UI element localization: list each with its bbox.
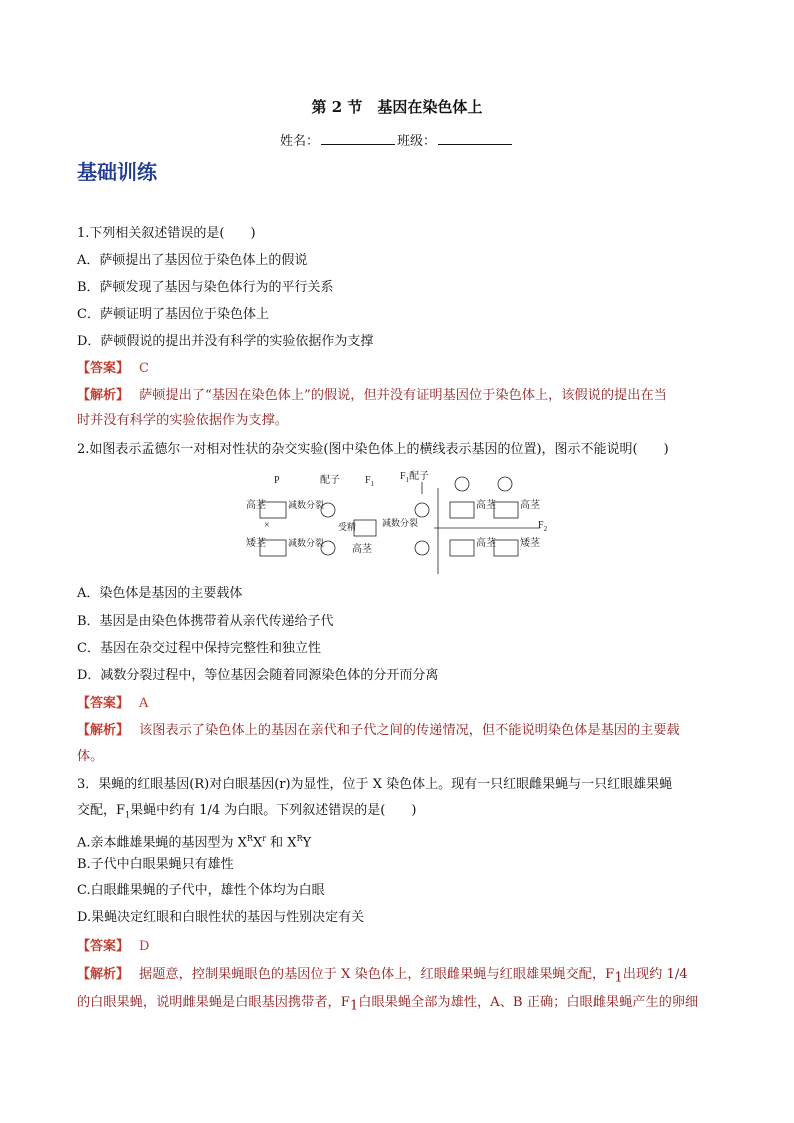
q3-option-c: C.白眼雌果蝇的子代中，雄性个体均为白眼 (77, 883, 325, 898)
class-label: 班级： (397, 134, 437, 149)
q3-stem-2: 交配，$F_1$果蝇中约有 1/4 为白眼。下列叙述错误的是( ) (77, 803, 417, 820)
q3-option-a: A.亲本雌雄果蝇的基因型为 $X^RX^r$ 和 $X^RY$ (77, 834, 312, 851)
name-blank[interactable] (321, 133, 395, 145)
q2-stem: 2.如图表示孟德尔一对相对性状的杂交实验(图中染色体上的横线表示基因的位置)，图示不能说明( ) (77, 442, 669, 457)
explanation-text: 该图表示了染色体上的基因在亲代和子代之间的传递情况，但不能说明染色体是基因的主要载 (139, 723, 680, 738)
label-f2: $F_2$ (538, 520, 548, 533)
meiosis-1: 减数分裂 (288, 500, 325, 510)
q1-answer (77, 361, 717, 377)
explanation-tag: 【解析】 (77, 967, 130, 982)
q1-option-d: D．萨顿假说的提出并没有科学的实验依据作为支撑 (77, 334, 374, 349)
label-tall-f2-1: 高茎 (476, 500, 496, 511)
q1-explanation-2: 时并没有科学的实验依据作为支撑。 (77, 413, 288, 428)
q1-explanation-1 (77, 388, 717, 404)
label-f1: $F_1$ (365, 475, 375, 488)
explanation-tag: 【解析】 (77, 723, 130, 738)
class-blank[interactable] (438, 133, 512, 145)
q1-option-b: B．萨顿发现了基因与染色体行为的平行关系 (77, 280, 334, 295)
q2-explanation-1 (77, 723, 717, 739)
q3-explanation-1: 【解析】 据题意，控制果蝇眼色的基因位于 X 染色体上，红眼雌果蝇与红眼雄果蝇交配，$F_1$出现约 1/4 (77, 967, 688, 986)
label-tall-f1: 高茎 (352, 544, 372, 555)
f2-cell-3 (450, 540, 474, 556)
label-short: 矮茎 (246, 538, 266, 549)
f2-cell-4 (494, 540, 518, 556)
q2-option-a: A．染色体是基因的主要载体 (77, 586, 243, 601)
f1-gamete-4 (498, 477, 512, 491)
label-tall-1: 高茎 (246, 500, 266, 511)
fertilization: 受精 (338, 522, 357, 532)
explanation-text: 萨顿提出了“基因在染色体上”的假说，但并没有证明基因位于染色体上，该假说的提出在当 (139, 388, 667, 403)
q1-option-c: C．萨顿证明了基因位于染色体上 (77, 307, 269, 322)
section-heading: 基础训练 (77, 160, 157, 184)
q3-explanation-2: 的白眼果蝇，说明雌果蝇是白眼基因携带者，$F_1$白眼果蝇全部为雄性，A、B 正确；白眼雌果蝇产生的卵细 (77, 995, 699, 1014)
f2-cell-2 (494, 502, 518, 518)
f1-cell (354, 520, 376, 536)
q3-stem-1: 3．果蝇的红眼基因(R)对白眼基因(r)为显性，位于 X 染色体上。现有一只红眼雌果蝇与一只红眼雄果蝇 (77, 777, 673, 792)
answer-tag: 【答案】 (77, 361, 130, 376)
q3-answer (77, 939, 717, 955)
name-label: 姓名： (279, 134, 319, 149)
explanation-tag: 【解析】 (77, 388, 130, 403)
answer-value: D (139, 939, 150, 954)
name-class-line (0, 130, 794, 149)
q2-answer (77, 696, 717, 712)
label-p: P (274, 475, 280, 486)
answer-tag: 【答案】 (77, 696, 130, 711)
f1-gamete-2 (415, 541, 429, 555)
q2-option-c: C．基因在杂交过程中保持完整性和独立性 (77, 641, 321, 656)
f1-gamete-1 (415, 503, 429, 517)
label-short-f2: 矮茎 (520, 538, 540, 549)
q2-option-d: D．减数分裂过程中，等位基因会随着同源染色体的分开而分离 (77, 668, 439, 683)
page-title: 第 2 节 基因在染色体上 (311, 98, 483, 116)
gamete-tall (321, 503, 335, 517)
answer-value: A (139, 696, 149, 711)
q3-option-b: B.子代中白眼果蝇只有雄性 (77, 857, 234, 872)
answer-value: C (139, 361, 149, 376)
answer-tag: 【答案】 (77, 939, 130, 954)
label-gamete: 配子 (320, 475, 340, 486)
label-tall-f2-3: 高茎 (476, 538, 496, 549)
meiosis-3: 减数分裂 (382, 518, 419, 528)
q2-option-b: B．基因是由染色体携带着从亲代传递给子代 (77, 614, 334, 629)
q1-stem: 1.下列相关叙述错误的是( ) (77, 226, 256, 241)
q1-option-a: A．萨顿提出了基因位于染色体上的假说 (77, 253, 308, 268)
f1-gamete-3 (455, 477, 469, 491)
meiosis-2: 减数分裂 (288, 538, 325, 548)
q3-option-d: D.果蝇决定红眼和白眼性状的基因与性别决定有关 (77, 910, 365, 925)
hybridization-diagram (240, 470, 560, 576)
label-tall-f2-2: 高茎 (520, 500, 540, 511)
label-f1-gamete: $F_1$配子 (400, 471, 430, 484)
gamete-short (321, 541, 335, 555)
cross-symbol: × (264, 520, 270, 531)
f2-cell-1 (450, 502, 474, 518)
q2-explanation-2: 体。 (77, 749, 104, 764)
